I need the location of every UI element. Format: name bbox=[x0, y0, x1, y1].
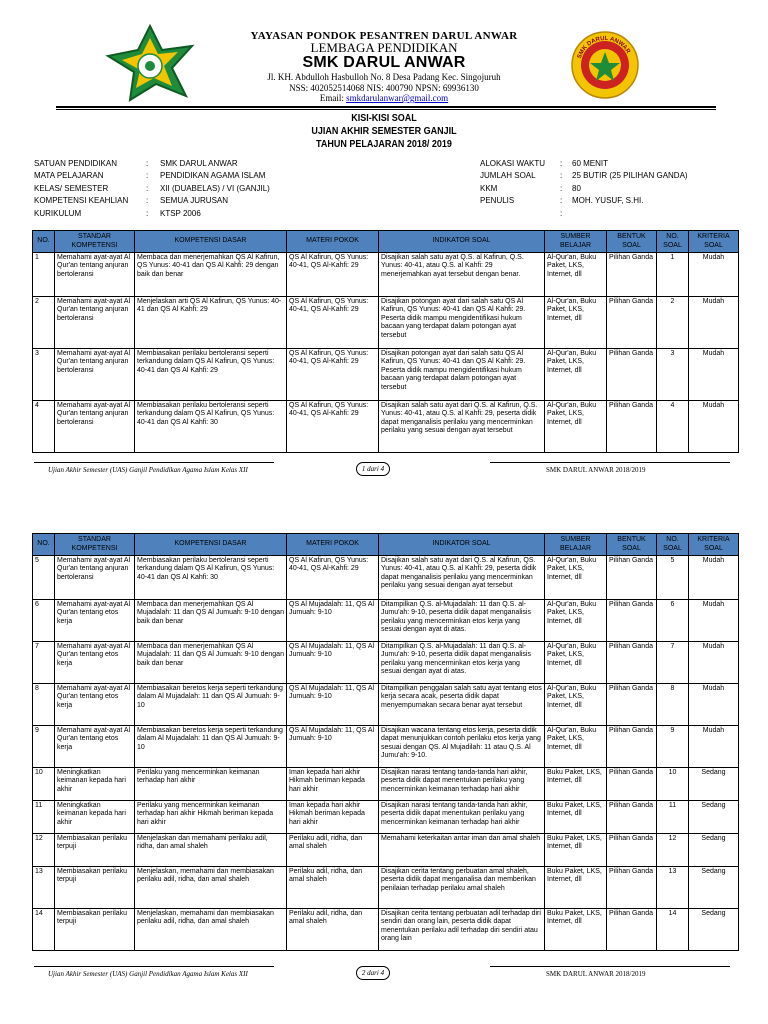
header-materi-pokok: MATERI POKOK bbox=[287, 231, 379, 253]
cell-no-soal: 7 bbox=[657, 642, 689, 684]
cell-kriteria-soal: Mudah bbox=[689, 684, 739, 726]
cell-standar-kompetensi: Memahami ayat-ayat Al Qur'an tentang anjuran bertoleransi bbox=[55, 349, 135, 401]
school-email-line bbox=[0, 93, 768, 103]
cell-standar-kompetensi: Memahami ayat-ayat Al Qur'an tentang etos kerja bbox=[55, 600, 135, 642]
letterhead-rule-thin bbox=[56, 109, 716, 110]
cell-kompetensi-dasar: Perilaku yang mencerminkan keimanan terhadap hari akhir bbox=[135, 768, 287, 801]
cell-standar-kompetensi: Membiasakan perilaku terpuji bbox=[55, 834, 135, 867]
header-sumber-belajar: SUMBER BELAJAR bbox=[545, 534, 607, 556]
cell-kriteria-soal: Mudah bbox=[689, 253, 739, 297]
cell-kriteria-soal: Mudah bbox=[689, 556, 739, 600]
cell-sumber-belajar: Al-Qur'an, Buku Paket, LKS, Internet, dll bbox=[545, 600, 607, 642]
cell-no-soal: 5 bbox=[657, 556, 689, 600]
cell-kriteria-soal: Mudah bbox=[689, 600, 739, 642]
cell-no: 14 bbox=[33, 909, 55, 951]
cell-standar-kompetensi: Memahami ayat-ayat Al Qur'an tentang anjuran bertoleransi bbox=[55, 556, 135, 600]
school-numbers: NSS: 402052514068 NIS: 400790 NPSN: 69936130 bbox=[289, 83, 479, 93]
identity-key: ALOKASI WAKTU bbox=[480, 159, 546, 168]
cell-no: 8 bbox=[33, 684, 55, 726]
cell-kriteria-soal: Mudah bbox=[689, 297, 739, 349]
cell-no-soal: 9 bbox=[657, 726, 689, 768]
institution-name: LEMBAGA PENDIDIKAN bbox=[310, 40, 458, 55]
cell-no: 4 bbox=[33, 401, 55, 453]
cell-indikator-soal: Disajikan cerita tentang perbuatan adil terhadap diri sendiri dan orang lain, peserta didik dapat menentukan perilaku adil terhadap diri sendiri atau orang lain bbox=[379, 909, 545, 951]
header-kompetensi-dasar: KOMPETENSI DASAR bbox=[135, 534, 287, 556]
cell-indikator-soal: Memahami keterkaitan antar iman dan amal shaleh bbox=[379, 834, 545, 867]
cell-sumber-belajar: Buku Paket, LKS, Internet, dll bbox=[545, 834, 607, 867]
footer-rule-left bbox=[34, 462, 274, 463]
table-row bbox=[33, 297, 739, 349]
cell-materi-pokok: QS Al Mujadalah: 11, QS Al Jumuah: 9-10 bbox=[287, 642, 379, 684]
cell-no: 2 bbox=[33, 297, 55, 349]
cell-indikator-soal: Disajikan cerita tentang perbuatan amal shaleh, peserta didik dapat menganalisa dan memberikan penilaian terhadap perilaku amal shaleh bbox=[379, 867, 545, 909]
cell-no: 9 bbox=[33, 726, 55, 768]
table-row bbox=[33, 867, 739, 909]
cell-standar-kompetensi: Meningkatkan keimanan kepada hari akhir bbox=[55, 768, 135, 801]
title-year: TAHUN PELAJARAN 2018/ 2019 bbox=[316, 139, 452, 150]
cell-no-soal: 10 bbox=[657, 768, 689, 801]
identity-colon: : bbox=[146, 159, 149, 168]
identity-row bbox=[34, 195, 384, 207]
cell-no-soal: 2 bbox=[657, 297, 689, 349]
cell-kriteria-soal: Sedang bbox=[689, 768, 739, 801]
document-titles bbox=[0, 112, 768, 151]
cell-no: 3 bbox=[33, 349, 55, 401]
table-row bbox=[33, 556, 739, 600]
identity-colon: : bbox=[560, 171, 563, 181]
cell-kompetensi-dasar: Menjelaskan, memahami dan membiasakan perilaku adil, ridha, dan amal shaleh bbox=[135, 909, 287, 951]
cell-no-soal: 4 bbox=[657, 401, 689, 453]
identity-key: PENULIS bbox=[480, 196, 515, 206]
cell-bentuk-soal: Pilihan Ganda bbox=[607, 801, 657, 834]
cell-no-soal: 12 bbox=[657, 834, 689, 867]
cell-materi-pokok: Perilaku adil, ridha, dan amal shaleh bbox=[287, 834, 379, 867]
table-row bbox=[33, 684, 739, 726]
cell-materi-pokok: QS Al Mujadalah: 11, QS Al Jumuah: 9-10 bbox=[287, 600, 379, 642]
school-name: SMK DARUL ANWAR bbox=[302, 54, 466, 71]
table-row bbox=[33, 801, 739, 834]
identity-row bbox=[480, 183, 740, 195]
school-address: Jl. KH. Abdulloh Hasbulloh No. 8 Desa Padang Kec. Singojuruh bbox=[267, 72, 501, 82]
cell-kompetensi-dasar: Membiasakan perilaku bertoleransi seperti terkandung dalam QS Al Kafirun, QS Yunus: 40-41 dan QS Al Kahfi: 30 bbox=[135, 556, 287, 600]
cell-kriteria-soal: Mudah bbox=[689, 726, 739, 768]
identity-value: 25 BUTIR (25 PILIHAN GANDA) bbox=[572, 171, 688, 181]
kisi-table-page-2 bbox=[32, 533, 739, 951]
cell-standar-kompetensi: Memahami ayat-ayat Al Qur'an tentang anjuran bertoleransi bbox=[55, 401, 135, 453]
cell-sumber-belajar: Al-Qur'an, Buku Paket, LKS, Internet, dll bbox=[545, 297, 607, 349]
cell-no: 5 bbox=[33, 556, 55, 600]
page-footer-2 bbox=[0, 966, 768, 986]
identity-row bbox=[34, 208, 384, 220]
page-number-badge: 1 dari 4 bbox=[356, 462, 390, 476]
cell-bentuk-soal: Pilihan Ganda bbox=[607, 600, 657, 642]
footer-left-text: Ujian Akhir Semester (UAS) Ganjil Pendidikan Agama Islam Kelas XII bbox=[48, 970, 248, 978]
cell-bentuk-soal: Pilihan Ganda bbox=[607, 556, 657, 600]
header-bentuk-soal: BENTUK SOAL bbox=[607, 534, 657, 556]
table-row bbox=[33, 253, 739, 297]
cell-bentuk-soal: Pilihan Ganda bbox=[607, 401, 657, 453]
header-no-soal: NO. SOAL bbox=[657, 231, 689, 253]
table-header-row bbox=[33, 231, 739, 253]
document-page-1 bbox=[0, 0, 768, 490]
cell-materi-pokok: Iman kepada hari akhir Hikmah beriman kepada hari akhir bbox=[287, 768, 379, 801]
footer-rule-right bbox=[490, 966, 730, 967]
footer-rule-right bbox=[490, 462, 730, 463]
identity-colon: : bbox=[560, 208, 563, 218]
cell-no: 1 bbox=[33, 253, 55, 297]
cell-no: 10 bbox=[33, 768, 55, 801]
header-kriteria-soal: KRITERIA SOAL bbox=[689, 231, 739, 253]
identity-row bbox=[34, 183, 384, 195]
cell-no: 7 bbox=[33, 642, 55, 684]
table-row bbox=[33, 909, 739, 951]
cell-materi-pokok: QS Al Kafirun, QS Yunus: 40-41, QS Al-Kahfi: 29 bbox=[287, 556, 379, 600]
cell-standar-kompetensi: Memahami ayat-ayat Al Qur'an tentang anjuran bertoleransi bbox=[55, 297, 135, 349]
identity-value: 60 MENIT bbox=[572, 159, 609, 168]
identity-value: KTSP 2006 bbox=[160, 208, 201, 218]
identity-row bbox=[34, 170, 384, 182]
header-standar-kompetensi: STANDAR KOMPETENSI bbox=[55, 231, 135, 253]
smk-darul-anwar-seal-icon bbox=[570, 30, 640, 100]
header-no-soal: NO. SOAL bbox=[657, 534, 689, 556]
cell-kompetensi-dasar: Menjelaskan arti QS Al Kafirun, QS Yunus: 40-41 dan QS Al Kahfi: 29 bbox=[135, 297, 287, 349]
cell-sumber-belajar: Buku Paket, LKS, Internet, dll bbox=[545, 909, 607, 951]
identity-key: MATA PELAJARAN bbox=[34, 171, 104, 181]
header-no: NO. bbox=[33, 534, 55, 556]
cell-indikator-soal: Disajikan salah satu ayat dari Q.S. al Kafirun, Q.S. Yunus: 40-41, atau Q.S. al Kahfi: 29, peserta didik dapat menganalisis perilaku yang mencerminkan perilaku yang sesuai dengan ayat tersebut bbox=[379, 401, 545, 453]
cell-materi-pokok: QS Al Kafirun, QS Yunus: 40-41, QS Al-Kahfi: 29 bbox=[287, 253, 379, 297]
cell-bentuk-soal: Pilihan Ganda bbox=[607, 768, 657, 801]
cell-kompetensi-dasar: Perilaku yang mencerminkan keimanan terhadap hari akhir Hikmah beriman kepada hari akhir bbox=[135, 801, 287, 834]
footer-right-text: SMK DARUL ANWAR 2018/2019 bbox=[546, 466, 646, 474]
cell-standar-kompetensi: Membiasakan perilaku terpuji bbox=[55, 867, 135, 909]
cell-no-soal: 13 bbox=[657, 867, 689, 909]
cell-standar-kompetensi: Memahami ayat-ayat Al Qur'an tentang etos kerja bbox=[55, 642, 135, 684]
header-kompetensi-dasar: KOMPETENSI DASAR bbox=[135, 231, 287, 253]
cell-no: 11 bbox=[33, 801, 55, 834]
kisi-table-page-1 bbox=[32, 230, 739, 453]
cell-kompetensi-dasar: Membaca dan menerjemahkan QS Al Kafirun, QS Yunus: 40-41 dan QS Al Kahfi: 29 dengan baik dan benar bbox=[135, 253, 287, 297]
cell-standar-kompetensi: Meningkatkan keimanan kepada hari akhir bbox=[55, 801, 135, 834]
identity-row bbox=[34, 158, 384, 170]
cell-standar-kompetensi: Memahami ayat-ayat Al Qur'an tentang etos kerja bbox=[55, 726, 135, 768]
table-body bbox=[33, 253, 739, 453]
header-indikator-soal: INDIKATOR SOAL bbox=[379, 231, 545, 253]
page-number-badge: 2 dari 4 bbox=[356, 966, 390, 980]
cell-no-soal: 14 bbox=[657, 909, 689, 951]
svg-text:SMK DARUL ANWAR: SMK DARUL ANWAR bbox=[576, 35, 631, 60]
identity-key: JUMLAH SOAL bbox=[480, 171, 536, 181]
table-body bbox=[33, 556, 739, 951]
identity-key: KOMPETENSI KEAHLIAN bbox=[34, 196, 129, 206]
identity-colon: : bbox=[146, 208, 149, 218]
cell-standar-kompetensi: Memahami ayat-ayat Al Qur'an tentang anjuran bertoleransi bbox=[55, 253, 135, 297]
cell-materi-pokok: QS Al Kafirun, QS Yunus: 40-41, QS Al-Kahfi: 29 bbox=[287, 349, 379, 401]
cell-kompetensi-dasar: Membiasakan perilaku bertoleransi seperti terkandung dalam QS Al Kafirun, QS Yunus: 40-41 dan QS Al Kahfi: 29 bbox=[135, 349, 287, 401]
identity-value: SMK DARUL ANWAR bbox=[160, 159, 238, 168]
letterhead-rule bbox=[56, 106, 716, 108]
cell-sumber-belajar: Buku Paket, LKS, Internet, dll bbox=[545, 867, 607, 909]
cell-standar-kompetensi: Memahami ayat-ayat Al Qur'an tentang etos kerja bbox=[55, 684, 135, 726]
cell-sumber-belajar: Buku Paket, LKS, Internet, dll bbox=[545, 768, 607, 801]
identity-row bbox=[480, 195, 740, 207]
identity-colon: : bbox=[146, 183, 149, 193]
cell-indikator-soal: Disajikan potongan ayat dari salah satu QS Al Kafirun, QS Yunus: 40-41 dan QS Al Kahfi: 29. Peserta didik mampu mengidentifikasi hukum bacaan yang terdapat dalam potongan ayat tersebut bbox=[379, 297, 545, 349]
cell-bentuk-soal: Pilihan Ganda bbox=[607, 349, 657, 401]
cell-bentuk-soal: Pilihan Ganda bbox=[607, 726, 657, 768]
identity-row bbox=[480, 158, 740, 170]
cell-bentuk-soal: Pilihan Ganda bbox=[607, 867, 657, 909]
identity-value: PENDIDIKAN AGAMA ISLAM bbox=[160, 171, 266, 181]
cell-sumber-belajar: Al-Qur'an, Buku Paket, LKS, Internet, dll bbox=[545, 349, 607, 401]
cell-no: 6 bbox=[33, 600, 55, 642]
cell-indikator-soal: Disajikan wacana tentang etos kerja, peserta didik dapat menunjukkan contoh perilaku etos kerja yang sesuai dengan QS. Al Mujadilah: 11 atau Q.S. Al Jumu'ah: 9-10. bbox=[379, 726, 545, 768]
cell-bentuk-soal: Pilihan Ganda bbox=[607, 834, 657, 867]
cell-kriteria-soal: Sedang bbox=[689, 867, 739, 909]
cell-kompetensi-dasar: Membaca dan menerjemahkan QS Al Mujadalah: 11 dan QS Al Jumuah: 9-10 dengan baik dan benar bbox=[135, 642, 287, 684]
cell-bentuk-soal: Pilihan Ganda bbox=[607, 253, 657, 297]
identity-colon: : bbox=[146, 171, 149, 181]
identity-key: KURIKULUM bbox=[34, 208, 82, 218]
cell-kriteria-soal: Mudah bbox=[689, 642, 739, 684]
header-indikator-soal: INDIKATOR SOAL bbox=[379, 534, 545, 556]
cell-kompetensi-dasar: Membiasakan beretos kerja seperti terkandung dalam Al Mujadalah: 11 dan QS Al Jumuah: 9-10 bbox=[135, 726, 287, 768]
title-exam: UJIAN AKHIR SEMESTER GANJIL bbox=[311, 126, 457, 137]
identity-colon: : bbox=[146, 196, 149, 206]
table-row bbox=[33, 401, 739, 453]
table-row bbox=[33, 642, 739, 684]
letterhead bbox=[0, 0, 768, 104]
cell-indikator-soal: Ditampilkan Q.S. al-Mujadalah: 11 dan Q.S. al-Jumu'ah: 9-10, peserta didik dapat menganalisis perilaku yang mencerminkan etos kerja yang sesuai dengan ayat di atas. bbox=[379, 642, 545, 684]
identity-row bbox=[480, 170, 740, 182]
cell-kompetensi-dasar: Membaca dan menerjemahkan QS Al Mujadalah: 11 dan QS Al Jumuah: 9-10 dengan baik dan benar bbox=[135, 600, 287, 642]
identity-colon: : bbox=[560, 159, 563, 168]
email-label: Email: bbox=[319, 93, 347, 103]
header-bentuk-soal: BENTUK SOAL bbox=[607, 231, 657, 253]
cell-indikator-soal: Disajikan salah satu ayat Q.S. al Kafirun, Q.S. Yunus: 40-41, atau Q.S. al Kahfi: 29 menerjemahkan ayat tersebut dengan benar. bbox=[379, 253, 545, 297]
cell-bentuk-soal: Pilihan Ganda bbox=[607, 909, 657, 951]
table-row bbox=[33, 349, 739, 401]
cell-kompetensi-dasar: Menjelaskan dan memahami perilaku adil, ridha, dan amal shaleh bbox=[135, 834, 287, 867]
cell-sumber-belajar: Al-Qur'an, Buku Paket, LKS, Internet, dll bbox=[545, 642, 607, 684]
identity-value: 80 bbox=[572, 183, 581, 193]
cell-no: 12 bbox=[33, 834, 55, 867]
cell-no: 13 bbox=[33, 867, 55, 909]
identity-key: KKM bbox=[480, 183, 498, 193]
table-row bbox=[33, 768, 739, 801]
cell-materi-pokok: Iman kepada hari akhir Hikmah beriman kepada hari akhir bbox=[287, 801, 379, 834]
cell-kompetensi-dasar: Membiasakan beretos kerja seperti terkandung dalam Al Mujadalah: 11 dan QS Al Jumuah: 9-10 bbox=[135, 684, 287, 726]
foundation-name: YAYASAN PONDOK PESANTREN DARUL ANWAR bbox=[250, 30, 518, 42]
footer-right-text: SMK DARUL ANWAR 2018/2019 bbox=[546, 970, 646, 978]
table-row bbox=[33, 600, 739, 642]
header-kriteria-soal: KRITERIA SOAL bbox=[689, 534, 739, 556]
header-no: NO. bbox=[33, 231, 55, 253]
cell-materi-pokok: QS Al Mujadalah: 11, QS Al Jumuah: 9-10 bbox=[287, 684, 379, 726]
cell-materi-pokok: QS Al Mujadalah: 11, QS Al Jumuah: 9-10 bbox=[287, 726, 379, 768]
cell-materi-pokok: Perilaku adil, ridha, dan amal shaleh bbox=[287, 867, 379, 909]
identity-value: XII (DUABELAS) / VI (GANJIL) bbox=[160, 183, 270, 193]
page-footer-1 bbox=[0, 462, 768, 482]
title-kisi-kisi: KISI-KISI SOAL bbox=[351, 113, 417, 124]
cell-sumber-belajar: Al-Qur'an, Buku Paket, LKS, Internet, dll bbox=[545, 401, 607, 453]
identity-row bbox=[480, 208, 740, 220]
cell-sumber-belajar: Al-Qur'an, Buku Paket, LKS, Internet, dll bbox=[545, 253, 607, 297]
cell-indikator-soal: Disajikan salah satu ayat dari Q.S. al Kafirun, QS. Yunus: 40-41, atau Q.S. al Kahfi: 29, peserta didik dapat menganalisis perilaku yang mencerminkan perilaku yang sesuai dengan ayat tersebut bbox=[379, 556, 545, 600]
identity-key: KELAS/ SEMESTER bbox=[34, 183, 109, 193]
cell-indikator-soal: Disajikan narasi tentang tanda-tanda hari akhir, peserta didik dapat menentukan perilaku yang mencerminkan keimanan terhadap hari akhir bbox=[379, 768, 545, 801]
footer-left-text: Ujian Akhir Semester (UAS) Ganjil Pendidikan Agama Islam Kelas XII bbox=[48, 466, 248, 474]
identity-colon: : bbox=[560, 196, 563, 206]
cell-indikator-soal: Disajikan potongan ayat dari salah satu QS Al Kafirun, QS Yunus: 40-41 dan QS Al Kahfi: 29. Peserta didik mampu mengidentifikasi hukum bacaan yang terdapat dalam potongan ayat tersebut bbox=[379, 349, 545, 401]
table-header-row bbox=[33, 534, 739, 556]
identity-value: MOH. YUSUF, S.HI. bbox=[572, 196, 644, 206]
cell-no-soal: 1 bbox=[657, 253, 689, 297]
cell-kriteria-soal: Sedang bbox=[689, 801, 739, 834]
identity-left bbox=[34, 158, 384, 220]
cell-materi-pokok: QS Al Kafirun, QS Yunus: 40-41, QS Al-Kahfi: 29 bbox=[287, 297, 379, 349]
cell-standar-kompetensi: Membiasakan perilaku terpuji bbox=[55, 909, 135, 951]
table-row bbox=[33, 834, 739, 867]
cell-sumber-belajar: Buku Paket, LKS, Internet, dll bbox=[545, 801, 607, 834]
cell-bentuk-soal: Pilihan Ganda bbox=[607, 642, 657, 684]
identity-right bbox=[480, 158, 740, 220]
cell-bentuk-soal: Pilihan Ganda bbox=[607, 297, 657, 349]
cell-no-soal: 6 bbox=[657, 600, 689, 642]
cell-materi-pokok: Perilaku adil, ridha, dan amal shaleh bbox=[287, 909, 379, 951]
cell-indikator-soal: Ditampilkan Q.S. al-Mujadalah: 11 dan Q.S. al-Jumu'ah: 9-10, peserta didik dapat menganalisis perilaku yang mencerminkan etos kerja yang sesuai dengan ayat di atas. bbox=[379, 600, 545, 642]
cell-kriteria-soal: Sedang bbox=[689, 834, 739, 867]
table-row bbox=[33, 726, 739, 768]
cell-materi-pokok: QS Al Kafirun, QS Yunus: 40-41, QS Al-Kahfi: 29 bbox=[287, 401, 379, 453]
cell-bentuk-soal: Pilihan Ganda bbox=[607, 684, 657, 726]
identity-value: SEMUA JURUSAN bbox=[160, 196, 229, 206]
cell-kompetensi-dasar: Menjelaskan, memahami dan membiasakan perilaku adil, ridha, dan amal shaleh bbox=[135, 867, 287, 909]
email-link[interactable]: smkdarulanwar@gmail.com bbox=[346, 93, 449, 103]
footer-rule-left bbox=[34, 966, 274, 967]
cell-kriteria-soal: Mudah bbox=[689, 349, 739, 401]
cell-kriteria-soal: Sedang bbox=[689, 909, 739, 951]
cell-no-soal: 8 bbox=[657, 684, 689, 726]
cell-sumber-belajar: Al-Qur'an, Buku Paket, LKS, Internet, dll bbox=[545, 726, 607, 768]
document-page-2 bbox=[0, 520, 768, 1020]
header-sumber-belajar: SUMBER BELAJAR bbox=[545, 231, 607, 253]
cell-sumber-belajar: Al-Qur'an, Buku Paket, LKS, Internet, dll bbox=[545, 556, 607, 600]
cell-indikator-soal: Disajikan narasi tentang tanda-tanda hari akhir, peserta didik dapat menentukan perilaku yang mencerminkan keimanan terhadap hari akhir bbox=[379, 801, 545, 834]
cell-kriteria-soal: Mudah bbox=[689, 401, 739, 453]
cell-indikator-soal: Ditampilkan penggalan salah satu ayat tentang etos kerja secara acak, peserta didik dapat menyempurnakan secara benar ayat tersebut bbox=[379, 684, 545, 726]
cell-sumber-belajar: Al-Qur'an, Buku Paket, LKS, Internet, dll bbox=[545, 684, 607, 726]
cell-no-soal: 11 bbox=[657, 801, 689, 834]
header-materi-pokok: MATERI POKOK bbox=[287, 534, 379, 556]
identity-key: SATUAN PENDIDIKAN bbox=[34, 159, 117, 168]
cell-no-soal: 3 bbox=[657, 349, 689, 401]
identity-colon: : bbox=[560, 183, 563, 193]
header-standar-kompetensi: STANDAR KOMPETENSI bbox=[55, 534, 135, 556]
cell-kompetensi-dasar: Membiasakan perilaku bertoleransi seperti terkandung dalam QS Al Kafirun, QS Yunus: 40-41 dan QS Al Kahfi: 30 bbox=[135, 401, 287, 453]
